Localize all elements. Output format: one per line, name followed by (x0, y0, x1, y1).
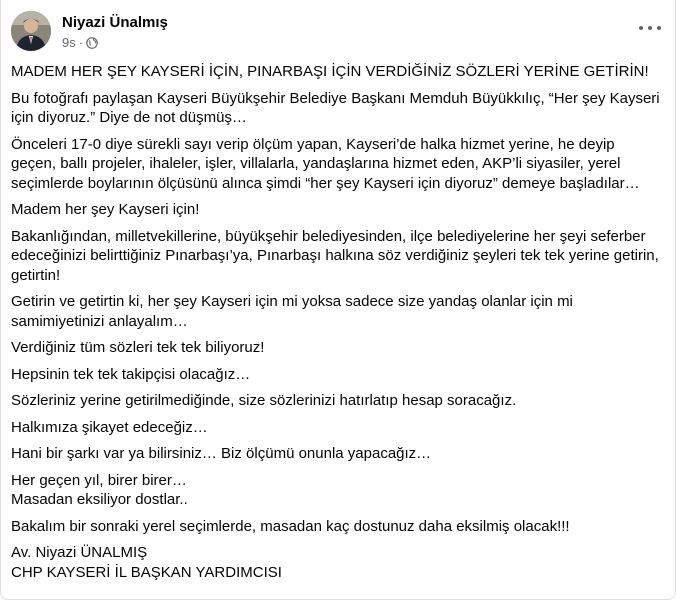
avatar-image (11, 11, 51, 51)
post-body (11, 62, 663, 582)
post-paragraph: Verdiğiniz tüm sözleri tek tek biliyoruz! (11, 339, 265, 356)
post-paragraph: Hepsinin tek tek takipçisi olacağız… (11, 365, 251, 383)
post-meta (62, 35, 98, 50)
post-paragraph: Halkımıza şikayet edeceğiz… (11, 418, 208, 436)
post-headline: MADEM HER ŞEY KAYSERİ İÇİN, PINARBAŞI İÇİN VERDİĞİNİZ SÖZLERİ YERİNE GETİRİN! (11, 63, 649, 80)
author-name[interactable]: Niyazi Ünalmış (62, 14, 168, 31)
more-dot (657, 26, 661, 30)
post-header (11, 8, 665, 54)
post-timestamp[interactable]: 9s (62, 35, 76, 50)
more-dot (639, 26, 643, 30)
author-avatar[interactable] (11, 11, 51, 51)
more-dot (648, 26, 652, 30)
globe-icon (86, 37, 98, 49)
post-paragraph: Bakalım bir sonraki yerel seçimlerde, masadan kaç dostunuz daha eksilmiş olacak!!! (11, 517, 570, 535)
post-paragraph: Bu fotoğrafı paylaşan Kayseri Büyükşehir Belediye Başkanı Memduh Büyükkılıç, “Her şey Kayseri için diyoruz.” Diye de not düşmüş… (11, 89, 660, 126)
post-paragraph: Hani bir şarkı var ya bilirsiniz… Biz ölçümü onunla yapacağız… (11, 445, 432, 462)
post-paragraph: Her geçen yıl, birer birer… (11, 471, 187, 489)
post-paragraph: Bakanlığından, milletvekillerine, büyükşehir belediyesinden, ilçe belediyelerine her şeyi seferber edeceğinizi belirttiğiniz Pınarbaşı’ya, Pınarbaşı halkına söz verdiğiniz şeyleri tek tek yerine getirin, getirtin! (11, 227, 659, 284)
post-signature-name: Av. Niyazi ÜNALMIŞ (11, 544, 148, 561)
post-paragraph: Masadan eksiliyor dostlar.. (11, 491, 188, 508)
more-options-icon[interactable] (639, 20, 661, 36)
post-paragraph: Sözleriniz yerine getirilmediğinde, size sözlerinizi hatırlatıp hesap soracağız. (11, 392, 517, 409)
post-paragraph: Madem her şey Kayseri için! (11, 201, 200, 218)
post-paragraph: Önceleri 17-0 diye sürekli sayı verip ölçüm yapan, Kayseri’de halka hizmet yerine, he deyip geçen, ballı projeler, ihaleler, işler, villalarla, yandaşlarına hizmet eden, AKP’li siyasiler, yerel seçimlerde boylarının ölçüsünü alınca şimdi “her şey Kayseri için diyoruz” demeye başladılar… (11, 135, 640, 192)
meta-separator: · (78, 35, 84, 50)
post-signature-title: CHP KAYSERİ İL BAŞKAN YARDIMCISI (11, 563, 282, 581)
post-paragraph: Getirin ve getirtin ki, her şey Kayseri için mi yoksa sadece size yandaş olanlar için mi samimiyetinizi anlayalım… (11, 293, 573, 330)
